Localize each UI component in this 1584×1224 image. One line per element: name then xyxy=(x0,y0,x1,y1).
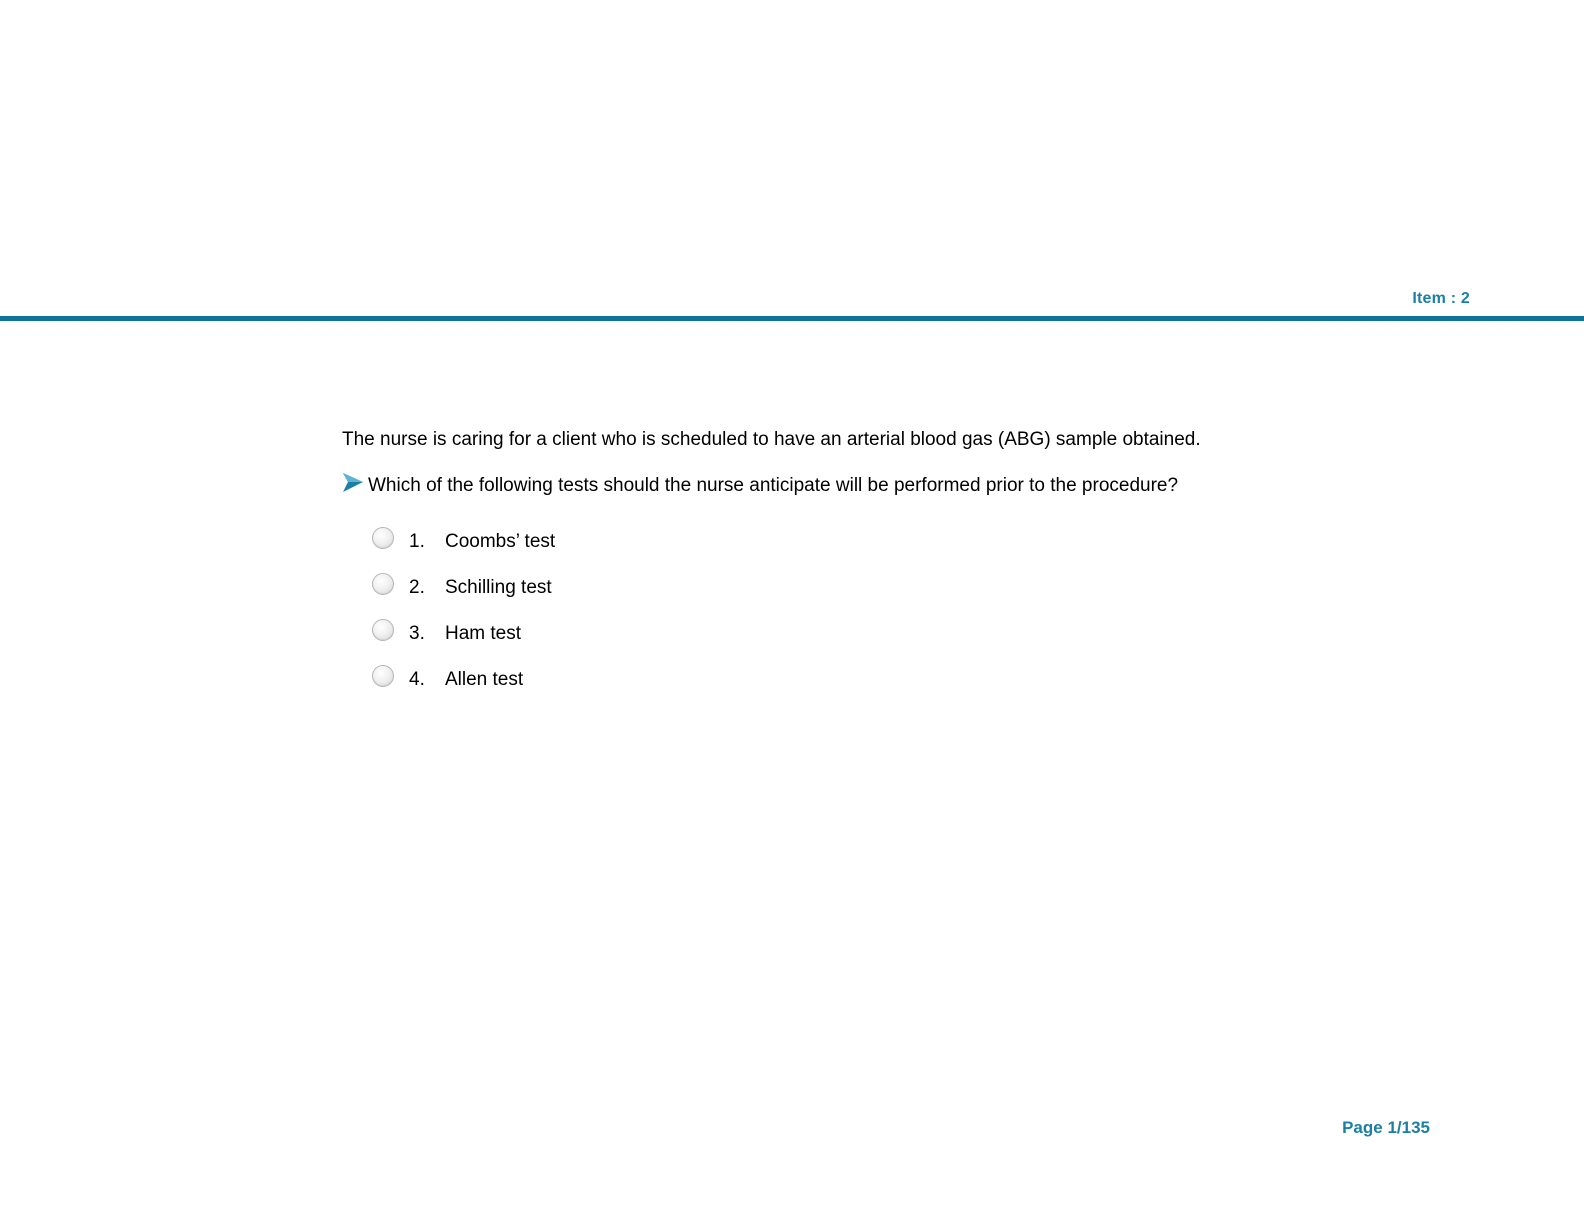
question-stem: The nurse is caring for a client who is scheduled to have an arterial blood gas (ABG) sample obtained. xyxy=(342,429,1201,450)
question-panel xyxy=(342,428,1342,690)
option-number: 4. xyxy=(409,669,425,690)
answer-option-4[interactable] xyxy=(372,664,555,710)
option-label: Allen test xyxy=(445,669,524,690)
radio-button-option-3[interactable] xyxy=(372,619,394,641)
option-label: Schilling test xyxy=(445,577,552,598)
header-divider xyxy=(0,316,1584,321)
arrow-icon xyxy=(342,472,364,494)
item-number-label: Item : 2 xyxy=(1412,290,1470,307)
answer-option-2[interactable] xyxy=(372,572,555,618)
answer-options xyxy=(372,526,555,710)
page-indicator: Page 1/135 xyxy=(1342,1118,1430,1137)
radio-button-option-4[interactable] xyxy=(372,665,394,687)
option-number: 3. xyxy=(409,623,425,644)
radio-button-option-2[interactable] xyxy=(372,573,394,595)
option-number: 1. xyxy=(409,531,425,552)
option-label: Ham test xyxy=(445,623,522,644)
answer-option-1[interactable] xyxy=(372,526,555,572)
question-prompt-text: Which of the following tests should the nurse anticipate will be performed prior to the procedure? xyxy=(368,475,1179,496)
question-prompt xyxy=(342,474,1178,498)
answer-option-3[interactable] xyxy=(372,618,555,664)
option-label: Coombs’ test xyxy=(445,531,556,552)
radio-button-option-1[interactable] xyxy=(372,527,394,549)
option-number: 2. xyxy=(409,577,425,598)
